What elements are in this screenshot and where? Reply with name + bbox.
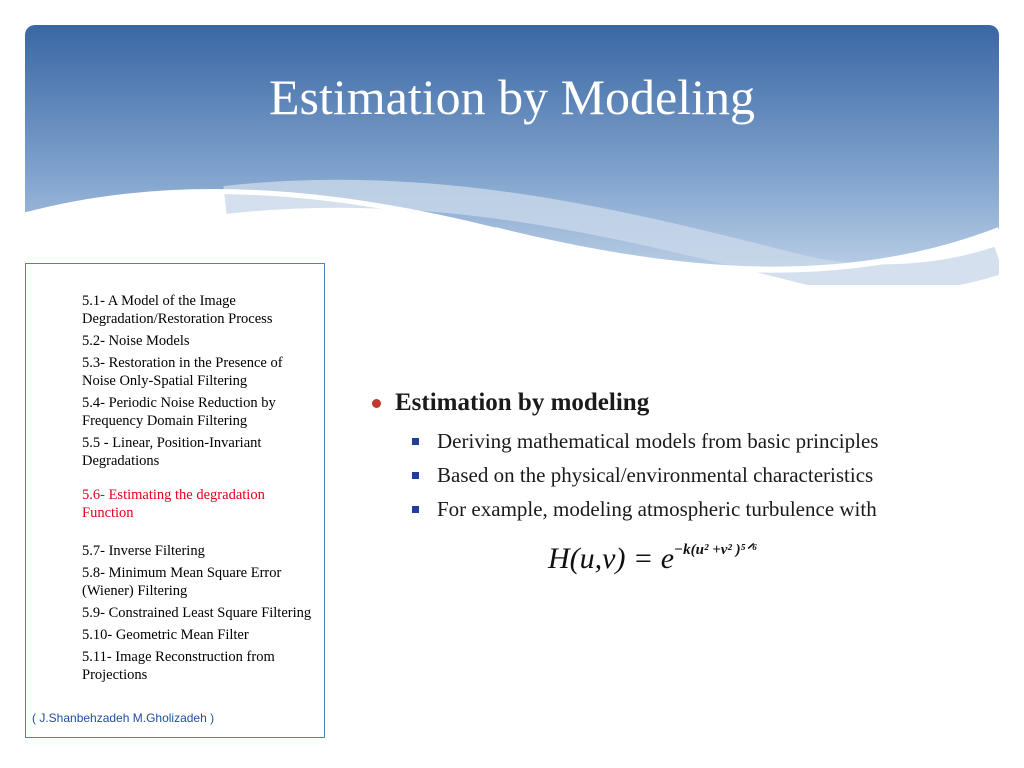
toc-item: 5.2- Noise Models	[82, 333, 190, 349]
toc-item: 5.11- Image Reconstruction from Projections	[82, 649, 275, 683]
formula-exponent: −k(u² +v² )⁵ᐟ⁶	[674, 542, 758, 558]
toc-item: 5.1- A Model of the Image Degradation/Restoration Process	[82, 293, 273, 327]
turbulence-formula	[548, 540, 757, 576]
square-bullet-icon	[412, 472, 419, 479]
sub-bullet-text: For example, modeling atmospheric turbulence with	[437, 496, 877, 521]
sub-bullet	[412, 458, 1008, 492]
square-bullet-icon	[412, 506, 419, 513]
toc-list	[82, 292, 318, 688]
toc-item: 5.8- Minimum Mean Square Error (Wiener) Filtering	[82, 565, 282, 599]
toc-item: 5.9- Constrained Least Square Filtering	[82, 605, 312, 621]
slide-header	[25, 25, 999, 285]
sub-bullet-list	[412, 424, 1008, 526]
toc-item: 5.3- Restoration in the Presence of Noise Only-Spatial Filtering	[82, 355, 283, 389]
bullet-dot-icon	[372, 399, 381, 408]
toc-item: 5.4- Periodic Noise Reduction by Frequency Domain Filtering	[82, 395, 276, 429]
author-credit: ( J.Shanbehzadeh M.Gholizadeh )	[32, 711, 215, 725]
sub-bullet	[412, 424, 1008, 458]
formula-lhs: H(u,v) = e	[548, 542, 675, 575]
square-bullet-icon	[412, 438, 419, 445]
slide-title: Estimation by Modeling	[268, 69, 756, 125]
toc-item: 5.5 - Linear, Position-Invariant Degradations	[82, 435, 262, 469]
toc-item: 5.10- Geometric Mean Filter	[82, 627, 249, 643]
main-bullet	[368, 386, 1008, 420]
header-wave-background	[25, 25, 999, 285]
sub-bullet-text: Based on the physical/environmental characteristics	[437, 462, 874, 487]
toc-item-active: 5.6- Estimating the degradation Function	[82, 487, 265, 521]
slide-content	[368, 386, 1008, 526]
table-of-contents	[25, 263, 325, 738]
sub-bullet-text: Deriving mathematical models from basic principles	[437, 428, 879, 453]
sub-bullet	[412, 492, 1008, 526]
toc-item: 5.7- Inverse Filtering	[82, 543, 205, 559]
main-bullet-text: Estimation by modeling	[395, 389, 650, 416]
